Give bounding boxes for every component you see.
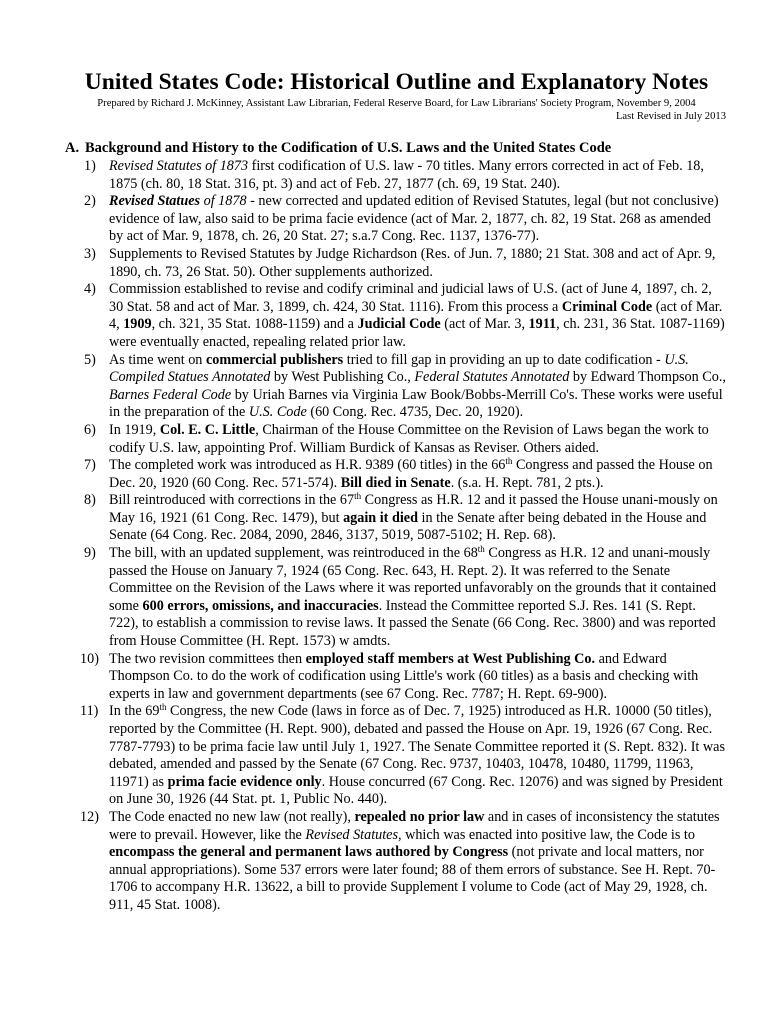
- list-item: [84, 545, 728, 651]
- last-revised-line: Last Revised in July 2013: [615, 111, 726, 122]
- list-item: [80, 650, 728, 704]
- list-item-text: , Chairman of the House Committee on the Revision of Laws began the work to codify U.S. law, appointing Prof. William Burdick of Kansas as Reviser. Others aided.: [109, 421, 709, 456]
- list-item-text: by Edward Thompson Co.,: [569, 369, 726, 386]
- list-item-text: employed staff members at West Publishing Co.: [305, 650, 596, 667]
- list-item-number: 9): [84, 545, 96, 562]
- list-item-text: , ch. 321, 35 Stat. 1088-1159) and a: [151, 316, 358, 333]
- list-item-text: Commission established to revise and codify criminal and judicial laws of U.S. (act of June 4, 1897, ch. 2, 30 Stat. 58 and act of Mar. 3, 1899, ch. 424, 30 Stat. 1116). From this process a: [109, 281, 712, 315]
- list-item-text: th: [477, 544, 485, 555]
- list-item-number: 5): [84, 351, 96, 368]
- section-letter: A.: [65, 140, 80, 156]
- list-item-text: Barnes Federal Code: [109, 386, 232, 403]
- list-item-text: The bill, with an updated supplement, was reintroduced in the 68: [109, 545, 478, 562]
- list-item-number: 7): [84, 457, 96, 474]
- list-item-number: 3): [84, 245, 96, 262]
- prepared-by-line: Prepared by Richard J. McKinney, Assistant Law Librarian, Federal Reserve Board, for Law Librarians' Society Program, November 9, 2004: [97, 98, 696, 109]
- list-item-text: U.S. Code: [248, 404, 307, 421]
- list-item-text: first codification of U.S. law - 70 titles. Many errors corrected in act of Feb. 18, 1875 (ch. 80, 18 Stat. 316, pt. 3) and act of Feb. 27, 1877 (ch. 69, 19 Stat. 240).: [109, 158, 704, 192]
- list-item-text: In 1919,: [109, 421, 160, 438]
- list-item-number: 11): [80, 703, 99, 720]
- list-item-text: Col. E. C. Little: [159, 421, 256, 438]
- list-item: [84, 457, 728, 492]
- list-item-text: Supplements to Revised Statutes by Judge Richardson (Res. of Jun. 7, 1880; 21 Stat. 308 and act of Apr. 9, 1890, ch. 73, 26 Stat. 50). Other supplements authorized.: [109, 245, 716, 280]
- list-item-text: tried to fill gap in providing an up to date codification -: [343, 351, 665, 368]
- list-item-text: repealed no prior law: [354, 808, 485, 825]
- list-item-text: Revised Statutes of 1873: [109, 158, 249, 174]
- list-item-number: 1): [84, 158, 96, 174]
- list-item-text: Congress, the new Code (laws in force as of Dec. 7, 1925) introduced as H.R. 10000 (50 titles), reported by the Committee (H. Rept. 900), debated and passed the House on Apr. 19, 1926 (67 Cong. Rec. 7787-7793) to be prima facie law until July 1, 1927. The Senate Committee reported it (S. Rept. 832). It was debated, amended and passed by the Senate (67 Cong. Rec. 9737, 10403, 10478, 10480, 11799, 11963, 11971) as: [109, 703, 725, 790]
- list-item-text: In the 69: [109, 703, 160, 720]
- list-item-text: prima facie evidence only: [167, 773, 322, 790]
- list-item: [84, 246, 728, 281]
- section-heading-text: Background and History to the Codification of U.S. Laws and the United States Code: [85, 140, 612, 156]
- document-title: United States Code: Historical Outline and Explanatory Notes: [84, 69, 709, 95]
- list-item: [84, 281, 728, 351]
- list-item: [84, 352, 728, 422]
- list-item-text: , ch. 231, 36 Stat. 1087-1169) were eventually enacted, repealing related prior law.: [109, 316, 725, 350]
- list-item-text: in the Senate after being debated in the House and Senate (64 Cong. Rec. 2084, 2090, 2846, 3137, 5019, 5087-5102; H. Rep. 68).: [109, 509, 707, 544]
- list-item-text: and Edward Thompson Co. to do the work of codification using Little's work (60 titles) as a basis and checking with experts in law and government departments (see 67 Cong. Rec. 7787; H. Rept. 69-900).: [109, 650, 699, 702]
- list-item-text: Congress and passed the House on Dec. 20, 1920 (60 Cong. Rec. 571-574).: [109, 457, 713, 491]
- list-item-text: (act of Mar. 3,: [440, 316, 529, 333]
- list-item-number: 12): [80, 808, 99, 825]
- list-item-number: 6): [84, 421, 96, 438]
- list-item: [80, 808, 728, 915]
- list-item-text: The two revision committees then: [109, 650, 306, 667]
- list-item-number: 2): [84, 193, 96, 210]
- list-item-number: 8): [84, 492, 96, 509]
- list-item-text: Judicial Code: [357, 316, 441, 333]
- list-item-text: th: [159, 702, 167, 713]
- list-item-text: , which was enacted into positive law, the Code is to: [398, 826, 695, 843]
- list-item-text: encompass the general and permanent laws authored by Congress: [109, 844, 509, 861]
- list-item-text: The completed work was introduced as H.R. 9389 (60 titles) in the 66: [109, 457, 506, 474]
- list-item: [84, 492, 728, 545]
- history-list: [65, 158, 728, 915]
- list-item-number: 10): [80, 650, 99, 667]
- list-item-text: 600 errors, omissions, and inaccuracies: [142, 597, 379, 614]
- list-item-text: U.S. Compiled Statues Annotated: [109, 351, 689, 386]
- list-item-text: (act of Mar. 4,: [109, 298, 723, 333]
- list-item-text: - new corrected and updated edition of Revised Statutes, legal (but not conclusive) evidence of law, also said to be prima facie evidence (act of Mar. 2, 1877, ch. 82, 19 Stat. 268 as amended by act of Mar. 9, 1878, ch. 26, 20 Stat. 27; s.a.7 Cong. Rec. 1137, 1376-77).: [109, 193, 719, 245]
- list-item-text: Bill died in Senate: [340, 474, 451, 491]
- list-item-text: Criminal Code: [561, 298, 653, 315]
- list-item-text: Congress as H.R. 12 and unani-mously passed the House on January 7, 1924 (65 Cong. Rec. 643, H. Rept. 2). It was referred to the Senate Committee on the Revision of the Laws where it was reported unfavorably on the grounds that it contained some: [109, 545, 717, 614]
- list-item-text: 1911: [528, 316, 557, 333]
- list-item-text: (not private and local matters, nor annual appropriations). Some 537 errors were later found; 88 of them errors of substance. See H. Rept. 70-1706 to accompany H.R. 13622, a bill to provide Supplement I volume to Code (act of May 29, 1928, ch. 911, 45 Stat. 1008).: [109, 844, 716, 913]
- list-item-text: and in cases of inconsistency the statutes were to prevail. However, like the: [109, 808, 720, 843]
- list-item-text: by West Publishing Co.,: [270, 369, 415, 386]
- list-item-text: of 1878: [200, 193, 247, 210]
- section-heading: [65, 139, 728, 158]
- list-item-text: . Instead the Committee reported S.J. Res. 141 (S. Rept. 722), to establish a commission to revise laws. It passed the Senate (66 Cong. Rec. 3800) and was reported from House Committee (H. Rept. 1573) w amdts.: [109, 597, 716, 650]
- list-item: [84, 158, 728, 193]
- list-item-text: Bill reintroduced with corrections in the 67: [109, 492, 355, 509]
- list-item-number: 4): [84, 281, 96, 298]
- list-item-text: Congress as H.R. 12 and it passed the House unani-mously on May 16, 1921 (61 Cong. Rec. 1479), but: [109, 492, 718, 526]
- list-item-text: by Uriah Barnes via Virginia Law Book/Bobbs-Merrill Co's. These works were useful in the preparation of the: [109, 386, 723, 421]
- list-item-text: commercial publishers: [205, 351, 344, 368]
- list-item: [84, 193, 728, 246]
- list-item-text: . House concurred (67 Cong. Rec. 12076) and was signed by President on June 30, 1926 (44 Stat. pt. 1, Public No. 440).: [109, 773, 723, 808]
- list-item: [84, 422, 728, 457]
- list-item-text: (60 Cong. Rec. 4735, Dec. 20, 1920).: [306, 404, 524, 421]
- list-item-text: The Code enacted no new law (not really),: [109, 808, 355, 825]
- list-item-text: Revised Statutes: [305, 826, 398, 843]
- list-item-text: again it died: [343, 509, 418, 526]
- list-item-text: th: [354, 491, 362, 502]
- list-item-text: 1909: [123, 316, 152, 333]
- list-item-text: Revised Statues: [109, 193, 201, 210]
- list-item-text: th: [505, 456, 513, 467]
- list-item-text: Federal Statutes Annotated: [414, 369, 570, 386]
- list-item: [80, 702, 728, 809]
- list-item-text: As time went on: [109, 351, 206, 368]
- list-item-text: . (s.a. H. Rept. 781, 2 pts.).: [450, 474, 604, 491]
